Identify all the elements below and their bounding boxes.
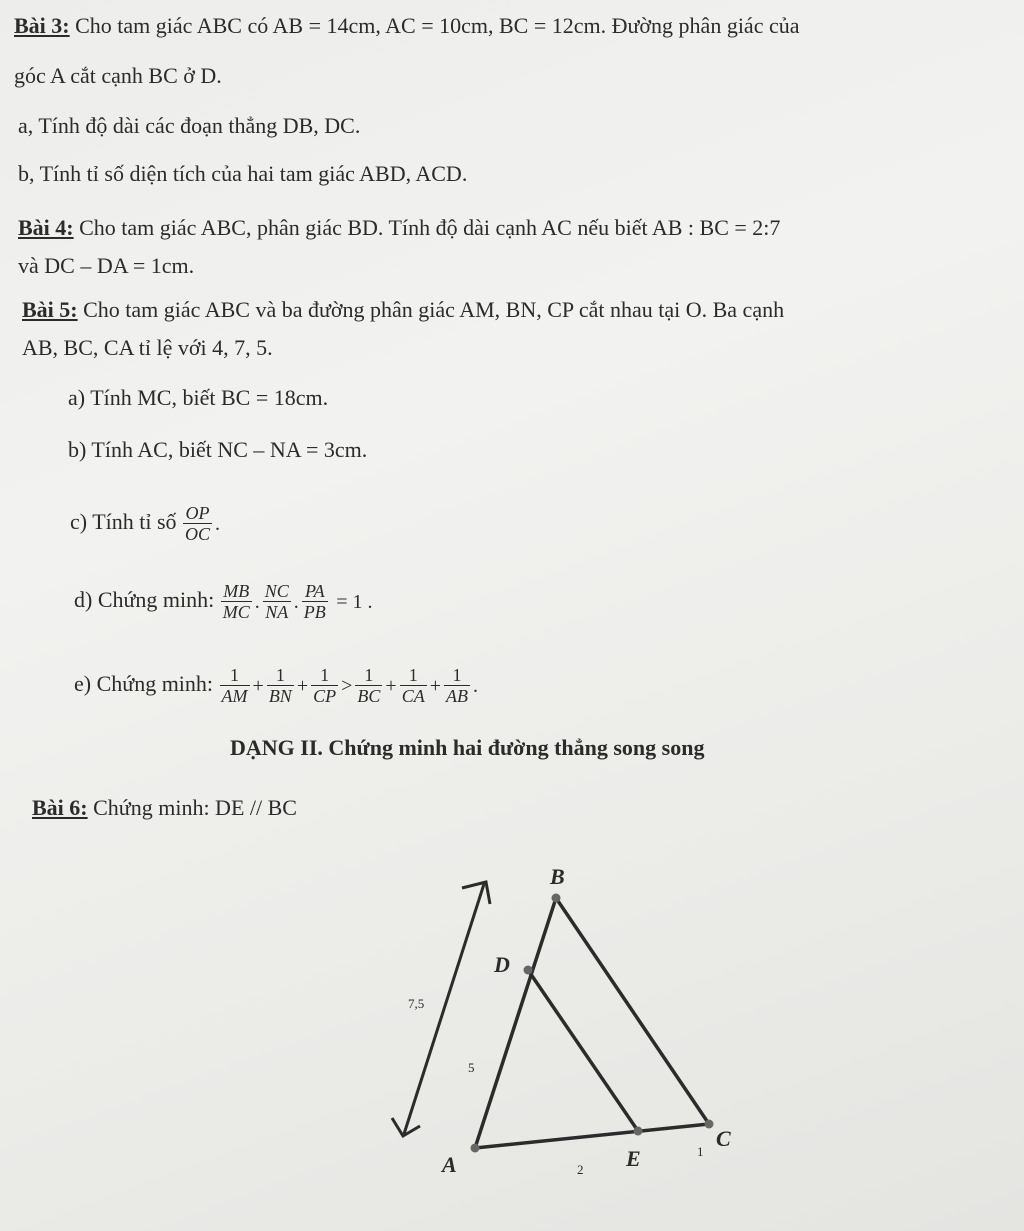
fraction-numerator: 1 — [408, 665, 418, 686]
label-b: B — [550, 864, 565, 889]
fraction-denominator: BN — [268, 686, 292, 707]
fraction-numerator: 1 — [452, 665, 462, 686]
bai3-label: Bài 3: — [14, 13, 70, 38]
bai3-text1: Cho tam giác ABC có AB = 14cm, AC = 10cm, BC = 12cm. Đường phân giác của — [69, 13, 800, 38]
point-e — [634, 1127, 643, 1136]
label-d: D — [494, 952, 510, 977]
fraction-numerator: 1 — [364, 665, 374, 686]
bai5-c-text: c) Tính tỉ số — [70, 509, 177, 534]
fraction-denominator: BC — [357, 686, 381, 707]
point-b — [552, 894, 561, 903]
fraction-denominator: PB — [303, 602, 326, 623]
fraction-denominator: AB — [446, 686, 468, 707]
length-ad: 5 — [468, 1060, 475, 1075]
fraction-numerator: 1 — [230, 665, 240, 686]
fraction-denominator: CP — [313, 686, 337, 707]
segment-ab — [475, 898, 556, 1148]
bai5-c: c) Tính tỉ số $\frac{OP}{OC}$ . — [70, 503, 221, 545]
arrow-head-top — [462, 882, 490, 904]
label-e: E — [626, 1146, 641, 1171]
fraction-numerator: MB — [223, 581, 250, 602]
bai5-e: e) Chứng minh: $\frac{1}{AM}$ + $\frac{1}{BN}$ + $\frac{1}{CP}$ > $\frac{1}{BC}$ + $\frac{1}{CA}$ + $\frac{1}{AB}$ . — [74, 665, 478, 707]
section-heading: DẠNG II. Chứng minh hai đường thẳng song song — [230, 735, 705, 760]
label-a: A — [442, 1152, 457, 1177]
fraction-numerator: NC — [264, 581, 289, 602]
bai6-label: Bài 6: — [32, 795, 88, 820]
bai5-b: b) Tính AC, biết NC – NA = 3cm. — [68, 437, 368, 462]
fraction-denominator: MC — [222, 602, 250, 623]
bai3-b: b, Tính tỉ số diện tích của hai tam giác ABD, ACD. — [18, 161, 468, 186]
length-ae: 2 — [577, 1162, 584, 1177]
bai4-text1: Cho tam giác ABC, phân giác BD. Tính độ dài cạnh AC nếu biết AB : BC = 2:7 — [73, 215, 781, 240]
segment-bc — [556, 898, 709, 1124]
fraction-numerator: 1 — [275, 665, 285, 686]
fraction-numerator: 1 — [320, 665, 330, 686]
fraction-denominator: NA — [263, 601, 291, 622]
segment-ac — [475, 1124, 709, 1148]
label-c: C — [716, 1126, 731, 1151]
bai5-d-tail: = 1 . — [336, 590, 373, 613]
bai3-a: a, Tính độ dài các đoạn thẳng DB, DC. — [18, 113, 361, 138]
bai5-text1: Cho tam giác ABC và ba đường phân giác AM, BN, CP cắt nhau tại O. Ba cạnh — [77, 297, 785, 322]
fraction-denominator: CA — [401, 686, 425, 707]
length-ab-total: 7,5 — [408, 996, 425, 1011]
bai5-label: Bài 5: — [22, 297, 78, 322]
length-ec: 1 — [697, 1144, 704, 1159]
bai3-line2: góc A cắt cạnh BC ở D. — [14, 63, 222, 88]
bai5-e-text: e) Chứng minh: — [74, 671, 214, 696]
bai4-line2: và DC – DA = 1cm. — [18, 253, 195, 278]
fraction-denominator: OC — [185, 524, 211, 545]
bai6-text: Chứng minh: DE // BC — [87, 795, 297, 820]
bai5-a: a) Tính MC, biết BC = 18cm. — [68, 385, 329, 410]
bai5-line2: AB, BC, CA tỉ lệ với 4, 7, 5. — [22, 335, 273, 360]
point-a — [471, 1144, 480, 1153]
fraction-numerator: OP — [185, 503, 210, 524]
bai4-label: Bài 4: — [18, 215, 74, 240]
fraction-denominator: AM — [221, 686, 248, 707]
bai5-d: d) Chứng minh: $\frac{MB}{MC}$ . $\frac{NC}{NA}$ . $\frac{PA}{PB}$ = 1 . — [74, 581, 373, 623]
point-d — [524, 966, 533, 975]
fraction-numerator: PA — [304, 581, 325, 602]
point-c — [705, 1120, 714, 1129]
bai5-d-text: d) Chứng minh: — [74, 587, 215, 612]
